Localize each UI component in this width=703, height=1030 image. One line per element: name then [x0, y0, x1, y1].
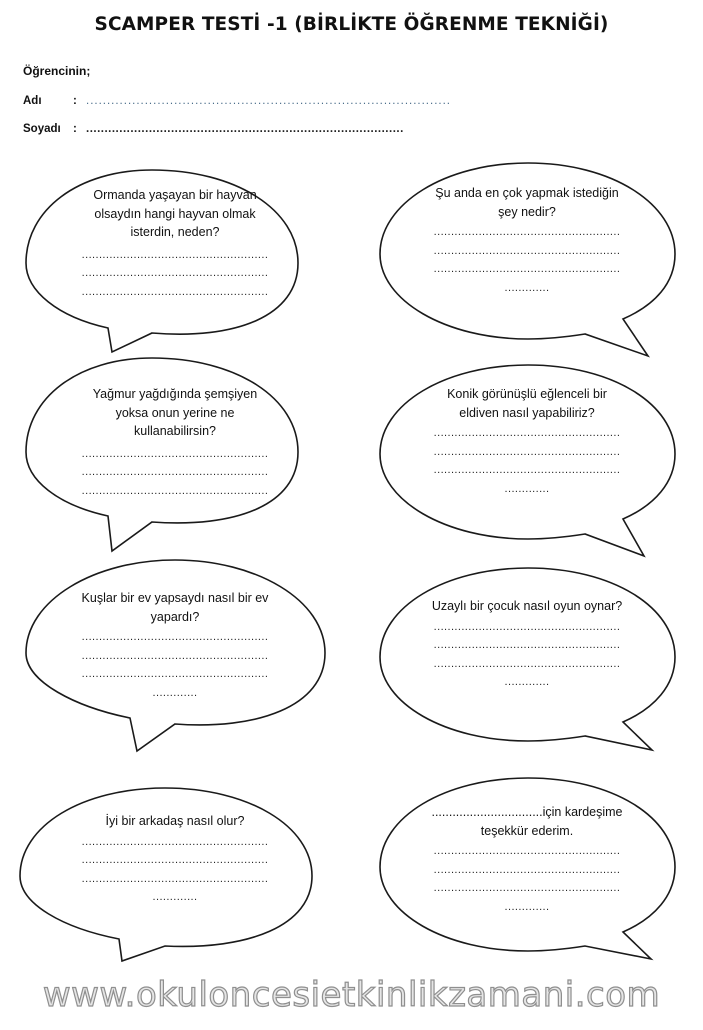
- answer-line[interactable]: ......................................................: [81, 872, 269, 885]
- short-answer-line[interactable]: .............: [504, 281, 550, 294]
- bubble-question-line: Şu anda en çok yapmak istediğin: [435, 186, 619, 200]
- answer-line[interactable]: ......................................................: [433, 845, 621, 857]
- answer-line[interactable]: ......................................................: [81, 248, 269, 261]
- answer-line[interactable]: ......................................................: [81, 854, 269, 866]
- answer-line[interactable]: ......................................................: [433, 464, 621, 476]
- bubble-question-line: teşekkür ederim.: [480, 823, 574, 838]
- answer-line[interactable]: ......................................................: [433, 226, 621, 238]
- short-answer-line[interactable]: .............: [152, 891, 198, 903]
- surname-colon: :: [73, 123, 77, 135]
- bubble-question-line: Kuşlar bir ev yapsaydı nasıl bir ev: [81, 591, 269, 605]
- surname-answer-line[interactable]: ......................................................................................: [86, 123, 404, 135]
- bubble-question-line: ................................için kardeşime: [431, 805, 623, 819]
- answer-line[interactable]: ......................................................: [433, 445, 621, 458]
- answer-line[interactable]: ......................................................: [433, 863, 621, 876]
- bubble-6: [418, 597, 636, 692]
- answer-line[interactable]: ......................................................: [81, 668, 269, 680]
- answer-line[interactable]: ......................................................: [433, 427, 621, 439]
- bubble-4: [418, 385, 636, 498]
- bubble-question-line: Yağmur yağdığında şemşiyen: [92, 387, 258, 401]
- answer-line[interactable]: ......................................................: [81, 631, 269, 643]
- answer-line[interactable]: ......................................................: [81, 835, 269, 848]
- bubble-question-line: Ormanda yaşayan bir hayvan: [93, 188, 257, 202]
- name-colon: :: [73, 95, 77, 107]
- bubble-question-line: isterdin, neden?: [130, 225, 220, 239]
- short-answer-line[interactable]: .............: [504, 676, 550, 688]
- bubble-question-line: yapardı?: [150, 609, 200, 624]
- bubble-question-line: İyi bir arkadaş nasıl olur?: [105, 814, 245, 828]
- answer-line[interactable]: ......................................................: [81, 484, 269, 497]
- bubble-question-line: şey nedir?: [498, 204, 556, 219]
- bubble-question-line: eldiven nasıl yapabiliriz?: [459, 405, 595, 420]
- answer-line[interactable]: ......................................................: [81, 466, 269, 478]
- bubble-7: [66, 812, 284, 907]
- answer-line[interactable]: ......................................................: [81, 447, 269, 460]
- surname-label: Soyadı: [23, 123, 61, 135]
- page-title: SCAMPER TESTİ -1 (BİRLİKTE ÖĞRENME TEKNİĞİ): [94, 14, 609, 35]
- student-section-label: Öğrencinin;: [23, 64, 91, 78]
- answer-line[interactable]: ......................................................: [433, 620, 621, 633]
- bubble-1: [66, 186, 284, 301]
- bubble-5: [66, 589, 284, 702]
- answer-line[interactable]: ......................................................: [433, 244, 621, 257]
- answer-line[interactable]: ......................................................: [433, 639, 621, 651]
- name-answer-line[interactable]: .......................................................................................: [86, 95, 451, 107]
- bubble-8: [418, 803, 636, 916]
- website-watermark: www.okuloncesietkinlikzamani.com: [42, 975, 661, 1015]
- bubble-question-line: yoksa onun yerine ne: [115, 405, 235, 420]
- bubble-question-line: Uzaylı bir çocuk nasıl oyun oynar?: [431, 599, 623, 613]
- answer-line[interactable]: ......................................................: [433, 263, 621, 275]
- short-answer-line[interactable]: .............: [504, 482, 550, 495]
- name-label: Adı: [23, 95, 42, 107]
- answer-line[interactable]: ......................................................: [433, 882, 621, 894]
- bubble-question-line: kullanabilirsin?: [134, 424, 216, 438]
- answer-line[interactable]: ......................................................: [81, 267, 269, 279]
- bubble-3: [66, 385, 284, 500]
- short-answer-line[interactable]: .............: [152, 686, 198, 699]
- answer-line[interactable]: ......................................................: [81, 285, 269, 298]
- bubble-question-line: olsaydın hangi hayvan olmak: [94, 206, 256, 221]
- bubble-question-line: Konik görünüşlü eğlenceli bir: [447, 387, 607, 401]
- short-answer-line[interactable]: .............: [504, 900, 550, 913]
- answer-line[interactable]: ......................................................: [81, 649, 269, 662]
- answer-line[interactable]: ......................................................: [433, 657, 621, 670]
- bubble-2: [418, 184, 636, 297]
